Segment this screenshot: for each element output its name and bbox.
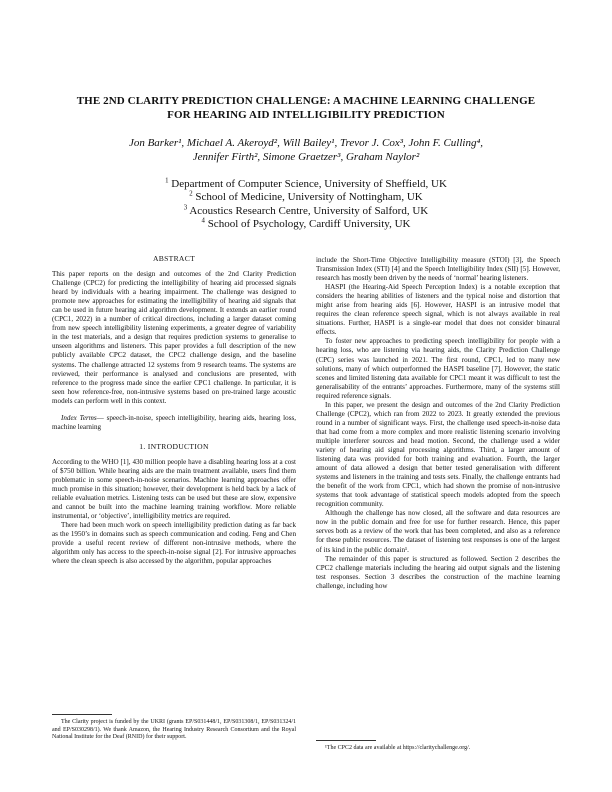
intro-paragraph-2: There had been much work on speech intelligibility prediction dating as far back as the 1950’s in domains such as speech communication and coding. Feng and Chen provide a useful recent review of different non-intrusive methods, where the algorithm only has access to the speech-in-noise signal [2]. For intrusive approaches where the clean speech is also accessed by the algorithm, popular approaches	[52, 521, 296, 566]
funding-footnote	[52, 714, 296, 742]
right-column	[316, 256, 560, 591]
title-line-1: THE 2ND CLARITY PREDICTION CHALLENGE: A MACHINE LEARNING CHALLENGE	[76, 95, 536, 107]
authors-line-1: Jon Barker¹, Michael A. Akeroyd², Will Bailey¹, Trevor J. Cox³, John F. Culling⁴,	[128, 137, 484, 149]
affiliation-text: School of Psychology, Cardiff University, UK	[204, 217, 411, 230]
affiliation-number: 2	[189, 190, 193, 198]
affiliation-number: 1	[165, 177, 169, 185]
index-terms-label: Index Terms	[61, 413, 97, 422]
intro-paragraph-3: include the Short-Time Objective Intelligibility measure (STOI) [3], the Speech Transmission Index (STI) [4] and the Speech Intelligibility Index (SII) [5]. However, research has mostly been driven by the needs of ‘normal’ hearing listeners.	[316, 256, 560, 283]
index-terms-text: — speech-in-noise, speech intelligibility, hearing aids, hearing loss, machine learning	[52, 413, 296, 431]
abstract-text: This paper reports on the design and outcomes of the 2nd Clarity Prediction Challenge (CPC2) for predicting the intelligibility of hearing aid processed signals heard by individuals with a hearing impairment. The challenge was designed to promote new approaches for estimating the intelligibility of hearing aid signals that can be used in future hearing aid algorithm development. It extends an earlier round (CPC1, 2022) in a number of critical directions, including a larger dataset coming from new speech intelligibility listening experiments, a greater degree of variability in the test materials, and a design that requires prediction systems to generalise to unseen algorithms and listeners. This paper provides a full description of the new publicly available CPC2 dataset, the CPC2 challenge design, and the baseline systems. The challenge attracted 12 systems from 9 research teams. The systems are reviewed, their performance is analysed and conclusions are presented, with reference to the progress made since the earlier CPC1 challenge. In particular, it is seen how reference-free, non-intrusive systems based on pre-trained large acoustic models can perform well in this context.	[52, 270, 296, 405]
intro-paragraph-6: In this paper, we present the design and outcomes of the 2nd Clarity Prediction Challenge (CPC2), which ran from 2022 to 2023. It greatly extended the previous round in a number of significant ways. First, the challenge used speech-in-noise data that had come from a more complex and more realistic listening scenario involving multiple interferer sources and head motion. Second, the challenge used a wider variety of hearing aid signal processing algorithms. Third, a larger amount of listening data was provided for both training and evaluation. Fourth, the larger amount of data allowed a design that better tested generalisation with different systems and listeners in the training and tests sets. Finally, the challenge entrants had the benefit of the work from CPC1, which had shown the promise of non-intrusive systems that took advantage of statistical speech models adopted from the speech recognition community.	[316, 400, 560, 509]
affiliation-number: 4	[201, 217, 205, 225]
affiliation-1	[40, 178, 572, 191]
paper-title	[40, 94, 572, 122]
data-footnote-text: ¹The CPC2 data are available at https://claritychallenge.org/.	[325, 745, 471, 751]
authors-line-2: Jennifer Firth², Simone Graetzer³, Graham Naylor²	[192, 151, 420, 163]
abstract-heading: ABSTRACT	[152, 254, 196, 263]
affiliation-2	[40, 191, 572, 204]
intro-paragraph-1: According to the WHO [1], 430 million people have a disabling hearing loss at a cost of $750 billion. While hearing aids are the main treatment available, users find them problematic in some speech-in-noise scenarios. Machine learning approaches offer much promise in this situation; however, their development is held back by a lack of reliable evaluation metrics. Listening tests can be used but these are slow, expensive and cannot be built into the machine learning training workflow. More reliable instrumental, or ‘objective’, intelligibility metrics are required.	[52, 457, 296, 521]
affiliation-text: Acoustics Research Centre, University of Salford, UK	[187, 204, 429, 217]
affiliation-3	[40, 205, 572, 218]
affiliation-text: School of Medicine, University of Nottingham, UK	[192, 191, 423, 204]
intro-paragraph-7: Although the challenge has now closed, all the software and data resources are now in the public domain and free for use for further research. Hence, this paper serves both as a review of the work that has been completed, and also as a reference for these public resources. The dataset of listening test responses is one of the largest of its kind in the public domain¹.	[316, 509, 560, 554]
affiliation-list	[40, 178, 572, 231]
intro-paragraph-5: To foster new approaches to predicting speech intelligibility for people with a hearing loss, who are listening via hearing aids, the Clarity Prediction Challenge (CPC) series was launched in 2021. The first round, CPC1, led to many new solutions, many of which outperformed the HASPI baseline [7]. However, the static scenes and limited listening data available for CPC1 meant it was difficult to test the generalisability of the entrants’ approaches. Furthermore, many of the systems still required reference signals.	[316, 337, 560, 400]
author-list	[40, 136, 572, 164]
title-line-2: FOR HEARING AID INTELLIGIBILITY PREDICTION	[167, 109, 445, 121]
affiliation-number: 3	[183, 203, 188, 211]
intro-paragraph-8: The remainder of this paper is structured as followed. Section 2 describes the CPC2 challenge materials including the hearing aid output signals and the listening test responses. Section 3 describes the construction of the machine learning challenge, including how	[316, 554, 560, 590]
introduction-heading: 1. INTRODUCTION	[139, 441, 209, 451]
left-column	[52, 254, 296, 566]
funding-footnote-text: The Clarity project is funded by the UKRI (grants EP/S031448/1, EP/S031308/1, EP/S031324/1 and EP/S030298/1). We thank Amazon, the Hearing Industry Research Consortium and the Royal National Institute for the Deaf (RNID) for their support.	[52, 719, 296, 741]
intro-paragraph-4: HASPI (the Hearing-Aid Speech Perception Index) is a notable exception that considers the hearing abilities of listeners and the typical noise and distortion that might arise from hearing aids [6]. However, HASPI is an intrusive model that requires the clean reference speech signal, which is not always available in real situations. Further, HASPI is a single-ear model that does not consider binaural effects.	[316, 283, 560, 337]
footnote-divider	[316, 740, 376, 741]
affiliation-4	[40, 218, 572, 231]
footnote-divider	[52, 714, 112, 715]
affiliation-text: Department of Computer Science, University of Sheffield, UK	[168, 178, 447, 190]
data-footnote	[316, 740, 560, 753]
index-terms	[52, 414, 296, 432]
